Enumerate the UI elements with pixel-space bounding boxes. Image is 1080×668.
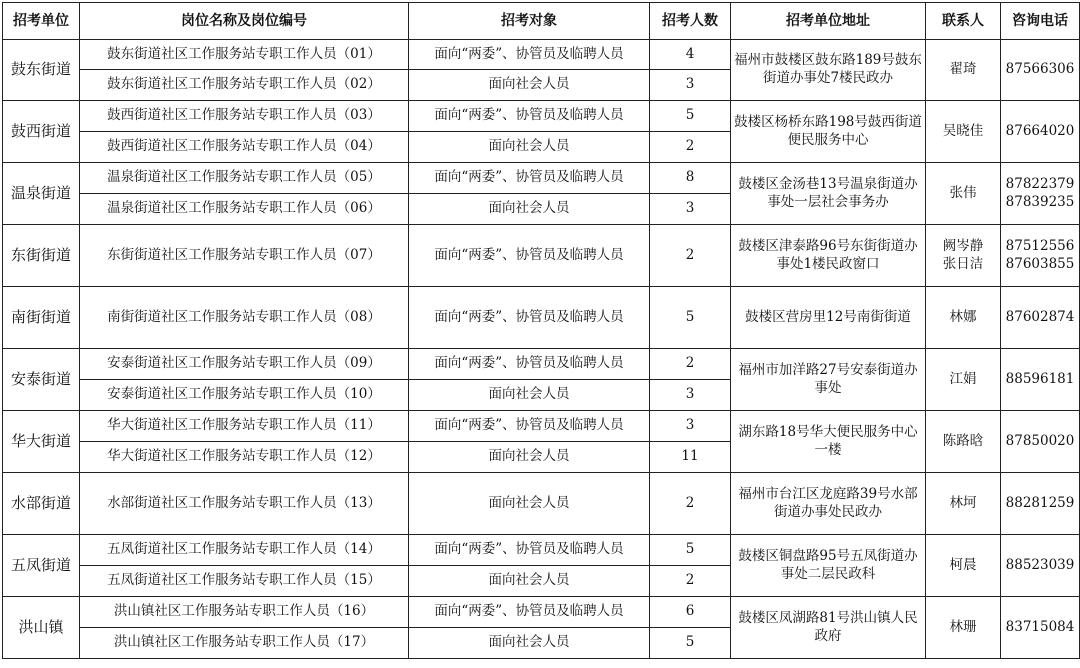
table-body bbox=[3, 40, 1080, 659]
phone-cell-line: 87839235 bbox=[1005, 193, 1075, 210]
count-cell: 2 bbox=[650, 225, 731, 287]
table-row bbox=[3, 225, 1080, 287]
target-cell: 面向“两委”、协管员及临聘人员 bbox=[409, 40, 650, 70]
unit-cell: 鼓东街道 bbox=[3, 40, 80, 101]
contact-cell bbox=[926, 101, 1001, 163]
address-cell: 福州市台江区龙庭路39号水部街道办事处民政办 bbox=[731, 473, 926, 535]
contact-cell-line: 林坷 bbox=[949, 494, 977, 511]
contact-cell-line: 张伟 bbox=[949, 184, 977, 201]
count-cell: 5 bbox=[650, 101, 731, 132]
position-cell: 五凤街道社区工作服务站专职工作人员（14） bbox=[80, 535, 409, 566]
header-phone: 咨询电话 bbox=[1001, 3, 1080, 40]
header-row bbox=[3, 3, 1080, 40]
address-cell: 鼓楼区铜盘路95号五凤街道办事处二层民政科 bbox=[731, 535, 926, 597]
unit-cell: 华大街道 bbox=[3, 411, 80, 473]
position-cell: 五凤街道社区工作服务站专职工作人员（15） bbox=[80, 566, 409, 597]
table-row bbox=[3, 473, 1080, 535]
contact-cell-line: 阙岑静 bbox=[942, 237, 984, 254]
position-cell: 温泉街道社区工作服务站专职工作人员（05） bbox=[80, 163, 409, 194]
table-row bbox=[3, 101, 1080, 132]
count-cell: 3 bbox=[650, 380, 731, 411]
unit-cell: 东街街道 bbox=[3, 225, 80, 287]
contact-cell bbox=[926, 287, 1001, 349]
target-cell: 面向“两委”、协管员及临聘人员 bbox=[409, 535, 650, 566]
table-row bbox=[3, 597, 1080, 628]
count-cell: 11 bbox=[650, 442, 731, 473]
phone-cell-line: 83715084 bbox=[1005, 618, 1075, 635]
target-cell: 面向“两委”、协管员及临聘人员 bbox=[409, 163, 650, 194]
address-cell: 鼓楼区营房里12号南街街道 bbox=[731, 287, 926, 349]
unit-cell: 南街街道 bbox=[3, 287, 80, 349]
contact-cell bbox=[926, 40, 1001, 101]
count-cell: 8 bbox=[650, 163, 731, 194]
phone-cell bbox=[1001, 225, 1080, 287]
count-cell: 2 bbox=[650, 132, 731, 163]
phone-cell-line: 87602874 bbox=[1005, 308, 1075, 325]
count-cell: 5 bbox=[650, 287, 731, 349]
target-cell: 面向社会人员 bbox=[409, 380, 650, 411]
recruitment-table bbox=[2, 2, 1080, 659]
contact-cell bbox=[926, 473, 1001, 535]
phone-cell bbox=[1001, 287, 1080, 349]
position-cell: 水部街道社区工作服务站专职工作人员（13） bbox=[80, 473, 409, 535]
target-cell: 面向“两委”、协管员及临聘人员 bbox=[409, 225, 650, 287]
count-cell: 3 bbox=[650, 70, 731, 101]
phone-cell-line: 88281259 bbox=[1005, 494, 1075, 511]
position-cell: 安泰街道社区工作服务站专职工作人员（09） bbox=[80, 349, 409, 380]
unit-cell: 鼓西街道 bbox=[3, 101, 80, 163]
contact-cell-line: 江娟 bbox=[949, 370, 977, 387]
address-cell: 鼓楼区津泰路96号东街街道办事处1楼民政窗口 bbox=[731, 225, 926, 287]
contact-cell bbox=[926, 411, 1001, 473]
contact-cell-line: 陈路晗 bbox=[942, 432, 984, 449]
target-cell: 面向社会人员 bbox=[409, 566, 650, 597]
phone-cell-line: 87664020 bbox=[1005, 122, 1075, 139]
table-row bbox=[3, 349, 1080, 380]
header-address: 招考单位地址 bbox=[731, 3, 926, 40]
phone-cell-line: 88596181 bbox=[1005, 370, 1075, 387]
contact-cell bbox=[926, 535, 1001, 597]
unit-cell: 安泰街道 bbox=[3, 349, 80, 411]
address-cell: 鼓楼区杨桥东路198号鼓西街道便民服务中心 bbox=[731, 101, 926, 163]
target-cell: 面向社会人员 bbox=[409, 132, 650, 163]
count-cell: 3 bbox=[650, 194, 731, 225]
phone-cell bbox=[1001, 101, 1080, 163]
position-cell: 鼓东街道社区工作服务站专职工作人员（01） bbox=[80, 40, 409, 70]
count-cell: 2 bbox=[650, 349, 731, 380]
count-cell: 5 bbox=[650, 628, 731, 659]
contact-cell-line: 林珊 bbox=[949, 618, 977, 635]
target-cell: 面向“两委”、协管员及临聘人员 bbox=[409, 349, 650, 380]
header-contact: 联系人 bbox=[926, 3, 1001, 40]
target-cell: 面向“两委”、协管员及临聘人员 bbox=[409, 411, 650, 442]
contact-cell-line: 张日洁 bbox=[942, 255, 984, 272]
unit-cell: 温泉街道 bbox=[3, 163, 80, 225]
target-cell: 面向社会人员 bbox=[409, 628, 650, 659]
table-row bbox=[3, 535, 1080, 566]
position-cell: 东街街道社区工作服务站专职工作人员（07） bbox=[80, 225, 409, 287]
address-cell: 福州市加洋路27号安泰街道办事处 bbox=[731, 349, 926, 411]
phone-cell bbox=[1001, 597, 1080, 659]
position-cell: 洪山镇社区工作服务站专职工作人员（17） bbox=[80, 628, 409, 659]
header-target: 招考对象 bbox=[409, 3, 650, 40]
phone-cell-line: 87822379 bbox=[1005, 175, 1075, 192]
target-cell: 面向社会人员 bbox=[409, 442, 650, 473]
unit-cell: 洪山镇 bbox=[3, 597, 80, 659]
unit-cell: 五凤街道 bbox=[3, 535, 80, 597]
contact-cell-line: 翟琦 bbox=[949, 61, 977, 78]
target-cell: 面向“两委”、协管员及临聘人员 bbox=[409, 287, 650, 349]
contact-cell-line: 吴晓佳 bbox=[942, 122, 984, 139]
target-cell: 面向社会人员 bbox=[409, 194, 650, 225]
target-cell: 面向“两委”、协管员及临聘人员 bbox=[409, 101, 650, 132]
address-cell: 鼓楼区金汤巷13号温泉街道办事处一层社会事务办 bbox=[731, 163, 926, 225]
count-cell: 3 bbox=[650, 411, 731, 442]
address-cell: 鼓楼区凤湖路81号洪山镇人民政府 bbox=[731, 597, 926, 659]
table-row bbox=[3, 163, 1080, 194]
address-cell: 湖东路18号华大便民服务中心一楼 bbox=[731, 411, 926, 473]
count-cell: 5 bbox=[650, 535, 731, 566]
contact-cell bbox=[926, 225, 1001, 287]
position-cell: 洪山镇社区工作服务站专职工作人员（16） bbox=[80, 597, 409, 628]
target-cell: 面向“两委”、协管员及临聘人员 bbox=[409, 597, 650, 628]
phone-cell bbox=[1001, 411, 1080, 473]
phone-cell-line: 87566306 bbox=[1005, 61, 1075, 78]
header-count: 招考人数 bbox=[650, 3, 731, 40]
phone-cell bbox=[1001, 473, 1080, 535]
table-row bbox=[3, 411, 1080, 442]
contact-cell bbox=[926, 349, 1001, 411]
position-cell: 安泰街道社区工作服务站专职工作人员（10） bbox=[80, 380, 409, 411]
position-cell: 鼓东街道社区工作服务站专职工作人员（02） bbox=[80, 70, 409, 101]
table-row bbox=[3, 287, 1080, 349]
position-cell: 鼓西街道社区工作服务站专职工作人员（03） bbox=[80, 101, 409, 132]
count-cell: 2 bbox=[650, 566, 731, 597]
position-cell: 华大街道社区工作服务站专职工作人员（11） bbox=[80, 411, 409, 442]
count-cell: 2 bbox=[650, 473, 731, 535]
header-position: 岗位名称及岗位编号 bbox=[80, 3, 409, 40]
count-cell: 6 bbox=[650, 597, 731, 628]
position-cell: 鼓西街道社区工作服务站专职工作人员（04） bbox=[80, 132, 409, 163]
phone-cell bbox=[1001, 535, 1080, 597]
target-cell: 面向社会人员 bbox=[409, 473, 650, 535]
contact-cell bbox=[926, 163, 1001, 225]
table-row bbox=[3, 40, 1080, 70]
address-cell: 福州市鼓楼区鼓东路189号鼓东街道办事处7楼民政办 bbox=[731, 40, 926, 101]
count-cell: 4 bbox=[650, 40, 731, 70]
position-cell: 温泉街道社区工作服务站专职工作人员（06） bbox=[80, 194, 409, 225]
phone-cell-line: 87850020 bbox=[1005, 432, 1075, 449]
phone-cell bbox=[1001, 40, 1080, 101]
contact-cell-line: 林娜 bbox=[949, 308, 977, 325]
position-cell: 南街街道社区工作服务站专职工作人员（08） bbox=[80, 287, 409, 349]
phone-cell bbox=[1001, 349, 1080, 411]
phone-cell bbox=[1001, 163, 1080, 225]
contact-cell-line: 柯晨 bbox=[949, 556, 977, 573]
position-cell: 华大街道社区工作服务站专职工作人员（12） bbox=[80, 442, 409, 473]
phone-cell-line: 87603855 bbox=[1005, 255, 1075, 272]
contact-cell bbox=[926, 597, 1001, 659]
phone-cell-line: 88523039 bbox=[1005, 556, 1075, 573]
phone-cell-line: 87512556 bbox=[1005, 237, 1075, 254]
target-cell: 面向社会人员 bbox=[409, 70, 650, 101]
header-unit: 招考单位 bbox=[3, 3, 80, 40]
unit-cell: 水部街道 bbox=[3, 473, 80, 535]
